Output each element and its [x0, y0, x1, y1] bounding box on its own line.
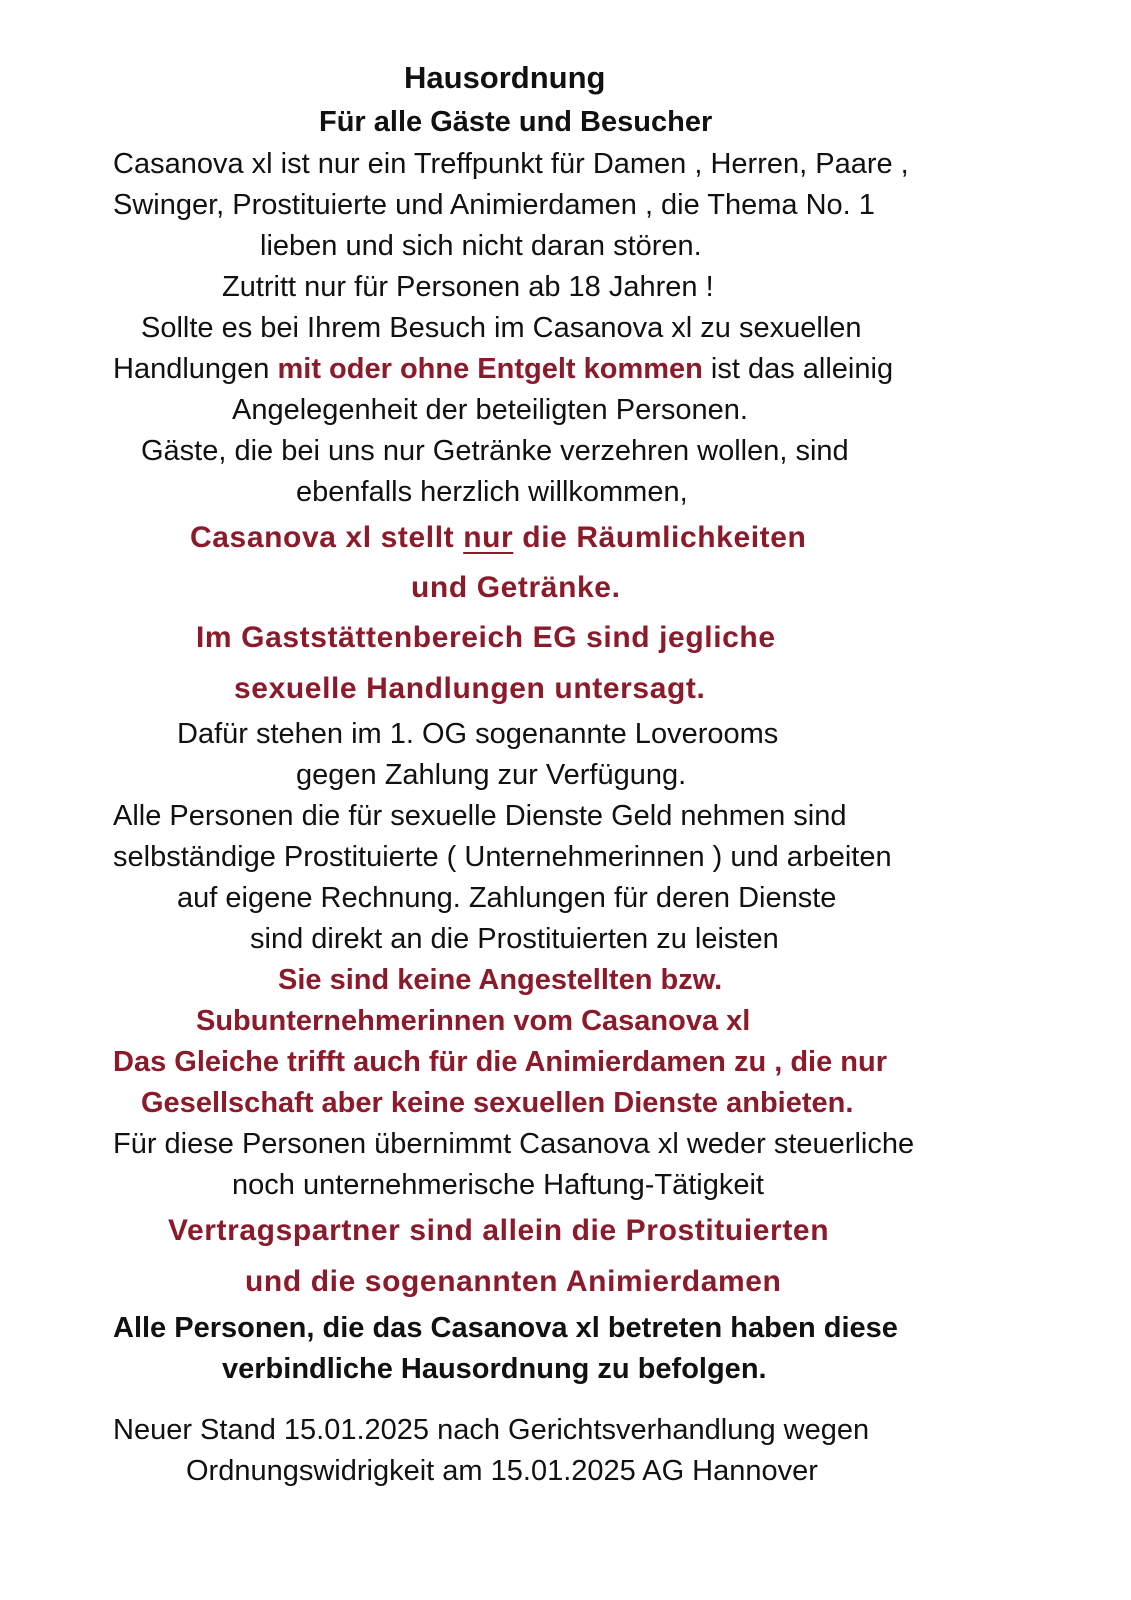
loverooms-line-1: Dafür stehen im 1. OG sogenannte Loverooms	[177, 718, 779, 750]
activity-line-2-post: ist das alleinig	[702, 353, 894, 385]
intro-line-3: lieben und sich nicht daran stören.	[260, 230, 702, 262]
premises-notice-underlined: nur	[463, 521, 514, 554]
liability-line-1: Für diese Personen übernimmt Casanova xl weder steuerliche	[113, 1128, 915, 1160]
document-title: Hausordnung	[404, 60, 606, 95]
liability-line-2: noch unternehmerische Haftung-Tätigkeit	[232, 1169, 764, 1201]
contract-partner-line-2: und die sogenannten Animierdamen	[245, 1265, 782, 1298]
premises-notice-pre: Casanova xl stellt	[190, 521, 464, 554]
premises-notice-line-1	[190, 520, 806, 556]
payment-highlight: mit oder ohne Entgelt kommen	[277, 353, 703, 385]
prostitutes-line-1: Alle Personen die für sexuelle Dienste Geld nehmen sind	[113, 800, 847, 832]
employment-notice-line-4: Gesellschaft aber keine sexuellen Dienste anbieten.	[141, 1087, 854, 1119]
employment-notice-line-2: Subunternehmerinnen vom Casanova xl	[196, 1005, 751, 1037]
intro-line-1: Casanova xl ist nur ein Treffpunkt für Damen , Herren, Paare ,	[113, 148, 909, 180]
age-restriction: Zutritt nur für Personen ab 18 Jahren !	[222, 271, 714, 303]
closing-line-2: verbindliche Hausordnung zu befolgen.	[222, 1353, 767, 1385]
revision-line-1: Neuer Stand 15.01.2025 nach Gerichtsverhandlung wegen	[113, 1414, 870, 1446]
premises-notice-post: die Räumlichkeiten	[513, 521, 807, 554]
revision-line-2: Ordnungswidrigkeit am 15.01.2025 AG Hannover	[186, 1455, 818, 1487]
activity-line-2	[113, 351, 893, 387]
premises-notice-line-2: und Getränke.	[411, 571, 621, 604]
activity-line-3: Angelegenheit der beteiligten Personen.	[232, 394, 748, 426]
guests-line-1: Gäste, die bei uns nur Getränke verzehren wollen, sind	[141, 435, 849, 467]
ground-floor-notice-line-2: sexuelle Handlungen untersagt.	[234, 672, 706, 705]
intro-line-2: Swinger, Prostituierte und Animierdamen , die Thema No. 1	[113, 189, 875, 221]
loverooms-line-2: gegen Zahlung zur Verfügung.	[296, 759, 687, 791]
activity-line-1: Sollte es bei Ihrem Besuch im Casanova xl zu sexuellen	[141, 312, 862, 344]
activity-line-2-pre: Handlungen	[113, 353, 278, 385]
ground-floor-notice-line-1: Im Gaststättenbereich EG sind jegliche	[196, 621, 776, 654]
employment-notice-line-1: Sie sind keine Angestellten bzw.	[278, 964, 723, 996]
guests-line-2: ebenfalls herzlich willkommen,	[296, 476, 688, 508]
document-subtitle: Für alle Gäste und Besucher	[319, 106, 713, 138]
prostitutes-line-2: selbständige Prostituierte ( Unternehmerinnen ) und arbeiten	[113, 841, 892, 873]
closing-line-1: Alle Personen, die das Casanova xl betreten haben diese	[113, 1312, 898, 1344]
prostitutes-line-3: auf eigene Rechnung. Zahlungen für deren Dienste	[177, 882, 837, 914]
contract-partner-line-1: Vertragspartner sind allein die Prostituierten	[168, 1214, 830, 1247]
employment-notice-line-3: Das Gleiche trifft auch für die Animierdamen zu , die nur	[113, 1046, 888, 1078]
prostitutes-line-4: sind direkt an die Prostituierten zu leisten	[250, 923, 779, 955]
